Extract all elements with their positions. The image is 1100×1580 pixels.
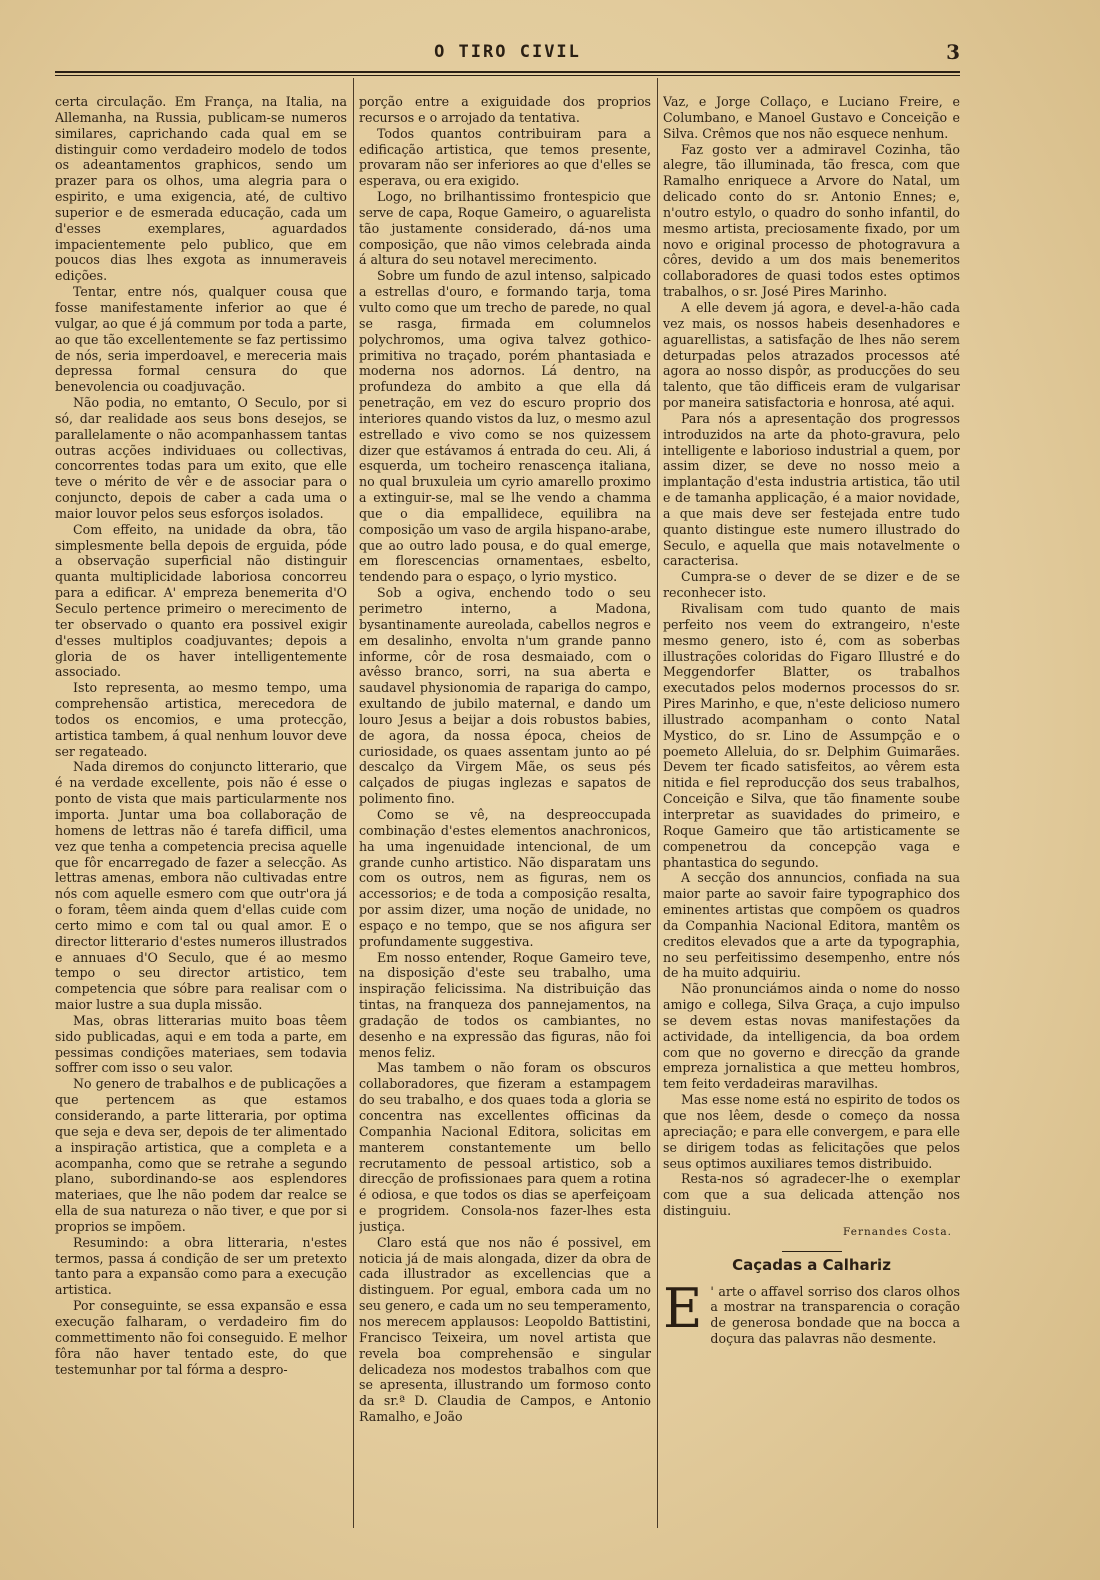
column-3: [663, 94, 960, 1524]
paragraph: Com effeito, na unidade da obra, tão simplesmente bella depois de erguida, póde a observação superficial não distinguir quanta multiplicidade laboriosa concorreu para a edificar. A' empreza benemerita d'O Seculo pertence primeiro o merecimento de ter observado o quanto era possivel exigir d'esses multiplos coadjuvantes; depois a gloria de os haver intelligentemente associado.: [55, 521, 347, 680]
article-opening: [663, 1276, 960, 1347]
paragraph: Não podia, no emtanto, O Seculo, por si só, dar realidade aos seus bons desejos, se parallelamente o não acompanhassem tantas outras acções individuaes ou collectivas, concorrentes todas para um exito, que elle teve o mérito de vêr e de associar para o conjuncto, depois de caber a cada uma o maior louvor pelos seus esforços isolados.: [55, 395, 347, 521]
page-number: 3: [946, 40, 960, 64]
paragraph: Faz gosto ver a admiravel Cozinha, tão alegre, tão illuminada, tão fresca, com que Ramalho enriquece a Arvore do Natal, um delicado conto do sr. Antonio Ennes; e, n'outro estylo, o quadro do sonho infantil, do mesmo artista, preciosamente fixado, por um novo e original processo de photogravura a côres, devido a um dos mais benemeritos collaboradores de quasi todos estes optimos trabalhos, o sr. José Pires Marinho.: [663, 141, 960, 300]
paragraph: Não pronunciámos ainda o nome do nosso amigo e collega, Silva Graça, a cujo impulso se devem estas novas manifestações da actividade, da intelligencia, da boa ordem com que no governo e direcção da grande empreza jornalistica a que metteu hombros, tem feito verdadeiras maravilhas.: [663, 981, 960, 1092]
header-rule-bottom: [55, 75, 960, 76]
column-1: [55, 94, 347, 1524]
paragraph: Isto representa, ao mesmo tempo, uma comprehensão artistica, merecedora de todos os encomios, e uma protecção, artistica tambem, á qual nenhum louvor deve ser regateado.: [55, 680, 347, 759]
author-signature: Fernandes Costa.: [843, 1225, 952, 1238]
paragraph: Vaz, e Jorge Collaço, e Luciano Freire, e Columbano, e Manoel Gustavo e Conceição e Silva. Crêmos que nos não esquece nenhum.: [663, 94, 960, 141]
paragraph: No genero de trabalhos e de publicações a que pertencem as que estamos considerando, a parte litteraria, por optima que seja e deva ser, depois de ter alimentado a inspiração artistica, que a completa e a acompanha, como que se retrahe a segundo plano, subordinando-se aos esplendores materiaes, que lhe não podem dar realce se ella de sua natureza o não tiver, e que por si proprios se impõem.: [55, 1076, 347, 1234]
paragraph: Como se vê, na despreoccupada combinação d'estes elementos anachronicos, ha uma ingenuidade intencional, de um grande cunho artistico. Não disparatam uns com os outros, nem as figuras, nem os accessorios; e de toda a composição resalta, por assim dizer, uma noção de unidade, no espaço e no tempo, que se nos afigura ser profundamente suggestiva.: [359, 806, 651, 949]
section-rule: [782, 1251, 842, 1252]
paragraph: certa circulação. Em França, na Italia, na Allemanha, na Russia, publicam-se numeros similares, caprichando cada qual em se distinguir como verdadeiro modelo de todos os adeantamentos graphicos, sendo um prazer para os olhos, uma alegria para o espirito, e uma exigencia, até, de cultivo superior e de esmerada educação, cada um d'esses exemplares, aguardados impacientemente pelo publico, que em poucos dias lhes exgota as innumeraveis edições.: [55, 94, 347, 284]
paragraph: Claro está que nos não é possivel, em noticia já de mais alongada, dizer da obra de cada illustrador as excellencias que a distinguem. Por egual, embora cada um no seu genero, e cada um no seu temperamento, nos merecem applausos: Leopoldo Battistini, Francisco Teixeira, um novel artista que revela boa comprehensão e singular delicadeza nos modestos trabalhos com que se apresenta, illustrando um formoso conto da sr.ª D. Claudia de Campos, e Antonio Ramalho, e João: [359, 1234, 651, 1425]
paragraph: Resumindo: a obra litteraria, n'estes termos, passa á condição de ser um pretexto tanto para a expansão como para a execução artistica.: [55, 1234, 347, 1298]
paragraph: Resta-nos só agradecer-lhe o exemplar com que a sua delicada attenção nos distinguiu.: [663, 1171, 960, 1219]
paragraph: Sobre um fundo de azul intenso, salpicado a estrellas d'ouro, e formando tarja, toma vulto como que um trecho de parede, no qual se rasga, firmada em columnelos polychromos, uma ogiva talvez gothico-primitiva no traçado, porém phantasiada e moderna nos adornos. Lá dentro, na profundeza do ambito a que ella dá penetração, em vez do escuro proprio dos interiores quando vistos da luz, o mesmo azul estrellado e vivo como se nos quizessem dizer que estávamos á entrada do ceu. Ali, á esquerda, um tocheiro renascença italiana, no qual bruxuleia um cyrio amarello proximo a extinguir-se, mal se lhe vendo a chamma que o dia empallidece, equilibra na composição um vaso de argila hispano-arabe, que ao outro lado pousa, e do qual emerge, em florescencias ornamentaes, esbelto, tendendo para o espaço, o lyrio mystico.: [359, 268, 651, 585]
paragraph: Mas tambem o não foram os obscuros collaboradores, que fizeram a estampagem do seu trabalho, e dos quaes toda a gloria se concentra nas excellentes officinas da Companhia Nacional Editora, solicitas em manterem constantemente um bello recrutamento de pessoal artistico, sob a direcção de profissionaes para quem a rotina é odiosa, e que todos os dias se aperfeiçoam e progridem. Consola-nos fazer-lhes esta justiça.: [359, 1060, 651, 1234]
paragraph: Rivalisam com tudo quanto de mais perfeito nos veem do extrangeiro, n'este mesmo genero, isto é, com as soberbas illustrações coloridas do Figaro Illustré e do Meggendorfer Blatter, os trabalhos executados pelos modernos processos do sr. Pires Marinho, e que, n'este delicioso numero illustrado acompanham o conto Natal Mystico, do sr. Lino de Assumpção e o poemeto Alleluia, do sr. Delphim Guimarães. Devem ter ficado satisfeitos, ao vêrem esta nitida e fiel reproducção dos seus trabalhos, Conceição e Silva, que tão finamente soube interpretar as suavidades do primeiro, e Roque Gameiro que tão artisticamente se compenetrou da concepção vaga e phantastica do segundo.: [663, 601, 960, 870]
paragraph: Por conseguinte, se essa expansão e essa execução falharam, o verdadeiro fim do commettimento não foi conseguido. E melhor fôra não haver tentado este, do que testemunhar por tal fórma a despro-: [55, 1298, 347, 1377]
article-opening-text: ' arte o affavel sorriso dos claros olhos a mostrar na transparencia o coração de generosa bondade que na bocca a doçura das palavras não desmente.: [710, 1283, 960, 1347]
article-title: Caçadas a Calhariz: [732, 1255, 891, 1274]
paragraph: Sob a ogiva, enchendo todo o seu perimetro interno, a Madona, bysantinamente aureolada, cabellos negros e em desalinho, envolta n'um grande panno informe, côr de rosa desmaiado, com o avêsso branco, sorri, na sua aberta e saudavel physionomia de rapariga do campo, exultando de jubilo maternal, e dando um louro Jesus a beijar a dois robustos babies, de agora, da nossa época, cheios de curiosidade, os quaes assentam junto ao pé descalço da Virgem Mãe, os seus pés calçados de piugas inglezas e sapatos de polimento fino.: [359, 585, 651, 807]
paragraph: A secção dos annuncios, confiada na sua maior parte ao savoir faire typographico dos eminentes artistas que compõem os quadros da Companhia Nacional Editora, mantêm os creditos elevados que a arte da typographia, no seu perfeitissimo desempenho, entre nós de ha muito adquiriu.: [663, 870, 960, 981]
paragraph: Logo, no brilhantissimo frontespicio que serve de capa, Roque Gameiro, o aguarelista tão justamente considerado, dá-nos uma composição, que não vimos celebrada ainda á altura do seu notavel merecimento.: [359, 189, 651, 268]
paragraph: Mas esse nome está no espirito de todos os que nos lêem, desde o começo da nossa apreciação; e para elle convergem, e para elle se dirigem todas as felicitações que pelos seus optimos auxiliares temos distribuido.: [663, 1092, 960, 1171]
header-rule-top: [55, 71, 960, 73]
column-divider-2: [657, 78, 658, 1528]
paragraph: porção entre a exiguidade dos proprios recursos e o arrojado da tentativa.: [359, 94, 651, 125]
paragraph: Tentar, entre nós, qualquer cousa que fosse manifestamente inferior ao que é vulgar, ao que é já commum por toda a parte, ao que tão excellentemente se faz pertissimo de nós, seria imperdoavel, e mereceria mais depressa formal censura do que benevolencia ou coadjuvação.: [55, 284, 347, 395]
paragraph: Para nós a apresentação dos progressos introduzidos na arte da photo-gravura, pelo intelligente e laborioso industrial a quem, por assim dizer, se deve no nosso meio a implantação d'esta industria artistica, tão util e de tamanha applicação, é a maior novidade, a que mais deve ser festejada entre tudo quanto distingue este numero illustrado do Seculo, e aquella que mais notavelmente o caracterisa.: [663, 410, 960, 569]
column-2: [359, 94, 651, 1524]
paragraph: Em nosso entender, Roque Gameiro teve, na disposição d'este seu trabalho, uma inspiração felicissima. Na distribuição das tintas, na franqueza dos pannejamentos, na gradação de todos os cambiantes, no desenho e na expressão das figuras, não foi menos feliz.: [359, 949, 651, 1060]
paragraph: Cumpra-se o dever de se dizer e de se reconhecer isto.: [663, 569, 960, 601]
paragraph: Todos quantos contribuiram para a edificação artistica, que temos presente, provaram não ser inferiores ao que d'elles se esperava, ou era exigido.: [359, 125, 651, 189]
drop-cap: E: [663, 1276, 703, 1340]
masthead: [55, 40, 960, 70]
newspaper-title: O TIRO CIVIL: [434, 42, 581, 62]
paragraph: Nada diremos do conjuncto litterario, que é na verdade excellente, pois não é esse o ponto de vista que mais particularmente nos importa. Juntar uma boa collaboração de homens de lettras não é tarefa difficil, uma vez que tenha a competencia precisa aquelle que fôr encarregado de fazer a selecção. As lettras amenas, embora não cultivadas entre nós com aquelle esmero com que outr'ora já o foram, têem ainda quem d'ellas cuide com certo mimo e com tal ou qual amor. E o director litterario d'estes numeros illustrados e annuaes d'O Seculo, que é ao mesmo tempo o seu director artistico, tem competencia que sóbre para realisar com o maior lustre a sua dupla missão.: [55, 759, 347, 1013]
paragraph: A elle devem já agora, e devel-a-hão cada vez mais, os nossos habeis desenhadores e aguarellistas, a satisfação de lhes não serem deturpadas pelos atrazados processos até agora ao nosso dispôr, as producções do seu talento, que tão difficeis eram de vulgarisar por maneira satisfactoria e honrosa, até aqui.: [663, 299, 960, 411]
paragraph: Mas, obras litterarias muito boas têem sido publicadas, aqui e em toda a parte, em pessimas condições materiaes, sem todavia soffrer com isso o seu valor.: [55, 1012, 347, 1076]
column-divider-1: [353, 78, 354, 1528]
